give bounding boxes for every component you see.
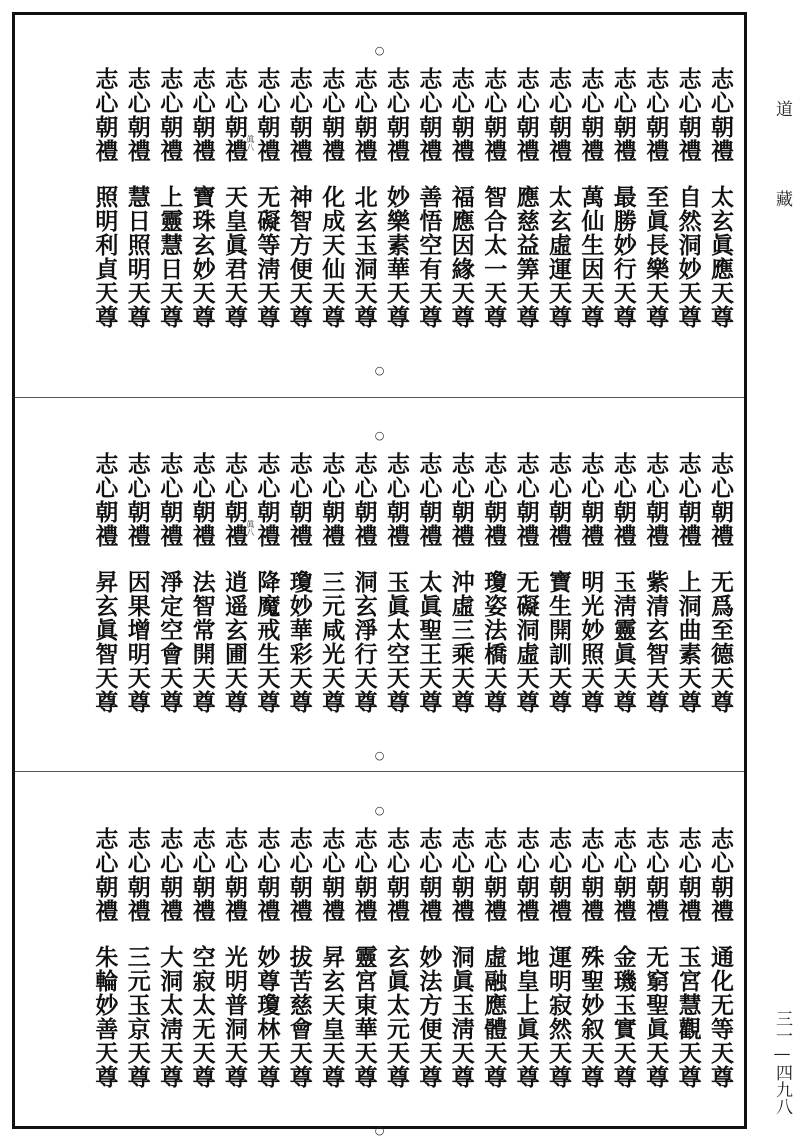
text-column <box>608 400 638 770</box>
text-column <box>381 15 411 385</box>
deity-name: 降魔戒生天尊 <box>253 570 281 714</box>
circle-marker: ○ <box>374 44 385 57</box>
column-prefix: 志心朝禮 <box>512 67 540 163</box>
text-column <box>219 775 249 1145</box>
column-prefix: 志心朝禮 <box>91 452 119 548</box>
circle-marker: ○ <box>374 429 385 442</box>
column-prefix: 志心朝禮 <box>707 452 734 548</box>
column-prefix: 志心朝禮 <box>91 67 119 163</box>
column-prefix: 志心朝禮 <box>318 827 346 923</box>
text-column <box>187 400 217 770</box>
column-prefix: 志心朝禮 <box>609 827 637 923</box>
deity-name: 空寂太无天尊 <box>188 945 216 1089</box>
deity-name: 太玄虛運天尊 <box>545 185 572 329</box>
text-column <box>89 775 119 1145</box>
deity-name: 化成天仙天尊 <box>318 185 346 329</box>
column-note: 眞八 <box>246 520 255 536</box>
column-prefix: 志心朝禮 <box>512 827 540 923</box>
text-column <box>251 775 281 1145</box>
column-prefix: 志心朝禮 <box>318 452 346 548</box>
column-prefix: 志心朝禮 <box>415 67 443 163</box>
deity-name: 照明利貞天尊 <box>91 185 119 329</box>
column-prefix: 志心朝禮 <box>545 827 572 923</box>
deity-name: 慧日照明天尊 <box>123 185 151 329</box>
column-prefix: 志心朝禮 <box>221 67 248 163</box>
deity-name: 玉眞太空天尊 <box>383 570 410 714</box>
column-prefix: 志心朝禮 <box>447 827 475 923</box>
column-prefix: 志心朝禮 <box>674 67 702 163</box>
deity-name: 明光妙照天尊 <box>577 570 605 714</box>
circle-marker: ○ <box>374 364 385 377</box>
deity-name: 拔苦慈會天尊 <box>285 945 313 1089</box>
deity-name: 靈宮東華天尊 <box>350 945 378 1089</box>
text-column <box>122 775 152 1145</box>
column-prefix: 志心朝禮 <box>253 67 281 163</box>
column-prefix: 志心朝禮 <box>188 67 216 163</box>
column-prefix: 志心朝禮 <box>642 67 670 163</box>
column-prefix: 志心朝禮 <box>221 452 248 548</box>
text-column <box>640 775 670 1145</box>
deity-name: 洞眞玉淸天尊 <box>447 945 475 1089</box>
column-prefix: 志心朝禮 <box>91 827 119 923</box>
deity-name: 金璣玉實天尊 <box>609 945 637 1089</box>
text-column <box>284 775 314 1145</box>
text-column <box>89 400 119 770</box>
text-column <box>478 15 508 385</box>
deity-name: 无礙等淸天尊 <box>253 185 281 329</box>
column-prefix: 志心朝禮 <box>383 452 410 548</box>
column-prefix: 志心朝禮 <box>253 452 281 548</box>
deity-name: 光明普洞天尊 <box>221 945 248 1089</box>
text-column <box>187 775 217 1145</box>
deity-name: 通化无等天尊 <box>707 945 734 1089</box>
column-prefix: 志心朝禮 <box>545 452 572 548</box>
text-column <box>640 400 670 770</box>
deity-name: 地皇上眞天尊 <box>512 945 540 1089</box>
deity-name: 妙尊瓊林天尊 <box>253 945 281 1089</box>
column-prefix: 志心朝禮 <box>123 827 151 923</box>
deity-name: 无礙洞虛天尊 <box>512 570 540 714</box>
column-prefix: 志心朝禮 <box>642 827 670 923</box>
deity-name: 神智方便天尊 <box>285 185 313 329</box>
text-column <box>511 15 541 385</box>
text-column <box>381 400 411 770</box>
column-prefix: 志心朝禮 <box>447 67 475 163</box>
column-prefix: 志心朝禮 <box>447 452 475 548</box>
deity-name: 妙樂素華天尊 <box>383 185 410 329</box>
text-column <box>575 400 605 770</box>
column-prefix: 志心朝禮 <box>545 67 572 163</box>
column-prefix: 志心朝禮 <box>350 67 378 163</box>
text-column <box>89 15 119 385</box>
column-prefix: 志心朝禮 <box>415 452 443 548</box>
circle-marker: ○ <box>374 804 385 817</box>
deity-name: 法智常開天尊 <box>188 570 216 714</box>
deity-name: 虛融應體天尊 <box>480 945 508 1089</box>
text-column <box>122 15 152 385</box>
column-prefix: 志心朝禮 <box>480 452 508 548</box>
text-column <box>316 15 346 385</box>
deity-name: 上靈慧日天尊 <box>156 185 184 329</box>
deity-name: 三元咸光天尊 <box>318 570 346 714</box>
column-prefix: 志心朝禮 <box>156 452 184 548</box>
deity-name: 運明寂然天尊 <box>545 945 572 1089</box>
text-column <box>349 775 379 1145</box>
deity-name: 无窮聖眞天尊 <box>642 945 670 1089</box>
deity-name: 北玄玉洞天尊 <box>350 185 378 329</box>
page-number: 三一—四九八 <box>772 1010 792 1115</box>
column-prefix: 志心朝禮 <box>221 827 248 923</box>
deity-name: 自然洞妙天尊 <box>674 185 702 329</box>
text-column <box>154 15 184 385</box>
text-column <box>187 15 217 385</box>
column-prefix: 志心朝禮 <box>480 67 508 163</box>
page-frame <box>12 12 747 1137</box>
column-prefix: 志心朝禮 <box>480 827 508 923</box>
circle-marker: ○ <box>374 1124 385 1137</box>
column-prefix: 志心朝禮 <box>156 67 184 163</box>
column-prefix: 志心朝禮 <box>285 827 313 923</box>
column-prefix: 志心朝禮 <box>512 452 540 548</box>
column-prefix: 志心朝禮 <box>707 67 734 163</box>
text-column <box>349 400 379 770</box>
deity-name: 玉淸靈眞天尊 <box>609 570 637 714</box>
column-prefix: 志心朝禮 <box>674 827 702 923</box>
text-column <box>673 400 703 770</box>
column-prefix: 志心朝禮 <box>642 452 670 548</box>
text-column <box>316 400 346 770</box>
text-column <box>705 400 735 770</box>
text-column <box>575 775 605 1145</box>
column-prefix: 志心朝禮 <box>285 452 313 548</box>
section-divider <box>15 397 744 398</box>
text-column <box>284 15 314 385</box>
deity-name: 上洞曲素天尊 <box>674 570 702 714</box>
deity-name: 天皇眞君天尊 <box>221 185 248 329</box>
text-column <box>251 400 281 770</box>
column-prefix: 志心朝禮 <box>707 827 734 923</box>
deity-name: 逍遥玄圃天尊 <box>221 570 248 714</box>
column-prefix: 志心朝禮 <box>285 67 313 163</box>
deity-name: 至眞長樂天尊 <box>642 185 670 329</box>
deity-name: 福應因緣天尊 <box>447 185 475 329</box>
deity-name: 善悟空有天尊 <box>415 185 443 329</box>
column-prefix: 志心朝禮 <box>318 67 346 163</box>
text-column <box>154 400 184 770</box>
column-prefix: 志心朝禮 <box>609 67 637 163</box>
deity-name: 應慈益筭天尊 <box>512 185 540 329</box>
text-column <box>543 15 573 385</box>
deity-name: 三元玉京天尊 <box>123 945 151 1089</box>
column-prefix: 志心朝禮 <box>577 452 605 548</box>
text-column <box>446 775 476 1145</box>
section-divider <box>15 771 744 772</box>
text-column <box>705 15 735 385</box>
text-column <box>478 775 508 1145</box>
text-column <box>478 400 508 770</box>
text-column <box>673 775 703 1145</box>
column-prefix: 志心朝禮 <box>577 67 605 163</box>
column-prefix: 志心朝禮 <box>156 827 184 923</box>
deity-name: 殊聖妙叙天尊 <box>577 945 605 1089</box>
text-column <box>381 775 411 1145</box>
text-column <box>543 400 573 770</box>
scripture-section <box>15 775 744 1145</box>
deity-name: 瓊姿法橋天尊 <box>480 570 508 714</box>
column-prefix: 志心朝禮 <box>383 827 410 923</box>
text-column <box>349 15 379 385</box>
column-prefix: 志心朝禮 <box>415 827 443 923</box>
deity-name: 瓊妙華彩天尊 <box>285 570 313 714</box>
column-prefix: 志心朝禮 <box>674 452 702 548</box>
text-column <box>446 15 476 385</box>
deity-name: 最勝妙行天尊 <box>609 185 637 329</box>
column-prefix: 志心朝禮 <box>188 827 216 923</box>
text-column <box>511 400 541 770</box>
text-column <box>413 400 443 770</box>
column-prefix: 志心朝禮 <box>188 452 216 548</box>
column-note: 眞八 <box>246 135 255 151</box>
text-column <box>446 400 476 770</box>
deity-name: 寶生開訓天尊 <box>545 570 572 714</box>
deity-name: 洞玄淨行天尊 <box>350 570 378 714</box>
deity-name: 玄眞太元天尊 <box>383 945 410 1089</box>
deity-name: 智合太一天尊 <box>480 185 508 329</box>
circle-marker: ○ <box>374 749 385 762</box>
deity-name: 太眞聖王天尊 <box>415 570 443 714</box>
text-column <box>219 15 255 385</box>
scripture-section <box>15 400 744 770</box>
column-prefix: 志心朝禮 <box>350 452 378 548</box>
text-column <box>511 775 541 1145</box>
text-column <box>122 400 152 770</box>
deity-name: 沖虛三乘天尊 <box>447 570 475 714</box>
text-column <box>284 400 314 770</box>
deity-name: 太玄眞應天尊 <box>707 185 734 329</box>
text-column <box>608 15 638 385</box>
text-column <box>640 15 670 385</box>
column-prefix: 志心朝禮 <box>123 67 151 163</box>
text-column <box>219 400 255 770</box>
deity-name: 淨定空會天尊 <box>156 570 184 714</box>
margin-title: 道 <box>772 100 792 117</box>
deity-name: 昇玄天皇天尊 <box>318 945 346 1089</box>
text-column <box>543 775 573 1145</box>
deity-name: 大洞太淸天尊 <box>156 945 184 1089</box>
deity-name: 无爲至德天尊 <box>707 570 734 714</box>
deity-name: 因果增明天尊 <box>123 570 151 714</box>
text-column <box>251 15 281 385</box>
text-column <box>705 775 735 1145</box>
deity-name: 萬仙生因天尊 <box>577 185 605 329</box>
deity-name: 玉宮慧觀天尊 <box>674 945 702 1089</box>
deity-name: 昇玄眞智天尊 <box>91 570 119 714</box>
column-prefix: 志心朝禮 <box>383 67 410 163</box>
text-column <box>316 775 346 1145</box>
column-prefix: 志心朝禮 <box>609 452 637 548</box>
margin-title-2: 藏 <box>772 190 792 207</box>
text-column <box>413 775 443 1145</box>
deity-name: 妙法方便天尊 <box>415 945 443 1089</box>
text-column <box>673 15 703 385</box>
text-column <box>413 15 443 385</box>
column-prefix: 志心朝禮 <box>577 827 605 923</box>
text-column <box>154 775 184 1145</box>
column-prefix: 志心朝禮 <box>350 827 378 923</box>
text-column <box>575 15 605 385</box>
text-column <box>608 775 638 1145</box>
scripture-section <box>15 15 744 385</box>
deity-name: 朱輪妙善天尊 <box>91 945 119 1089</box>
column-prefix: 志心朝禮 <box>253 827 281 923</box>
deity-name: 寶珠玄妙天尊 <box>188 185 216 329</box>
column-prefix: 志心朝禮 <box>123 452 151 548</box>
deity-name: 紫清玄智天尊 <box>642 570 670 714</box>
